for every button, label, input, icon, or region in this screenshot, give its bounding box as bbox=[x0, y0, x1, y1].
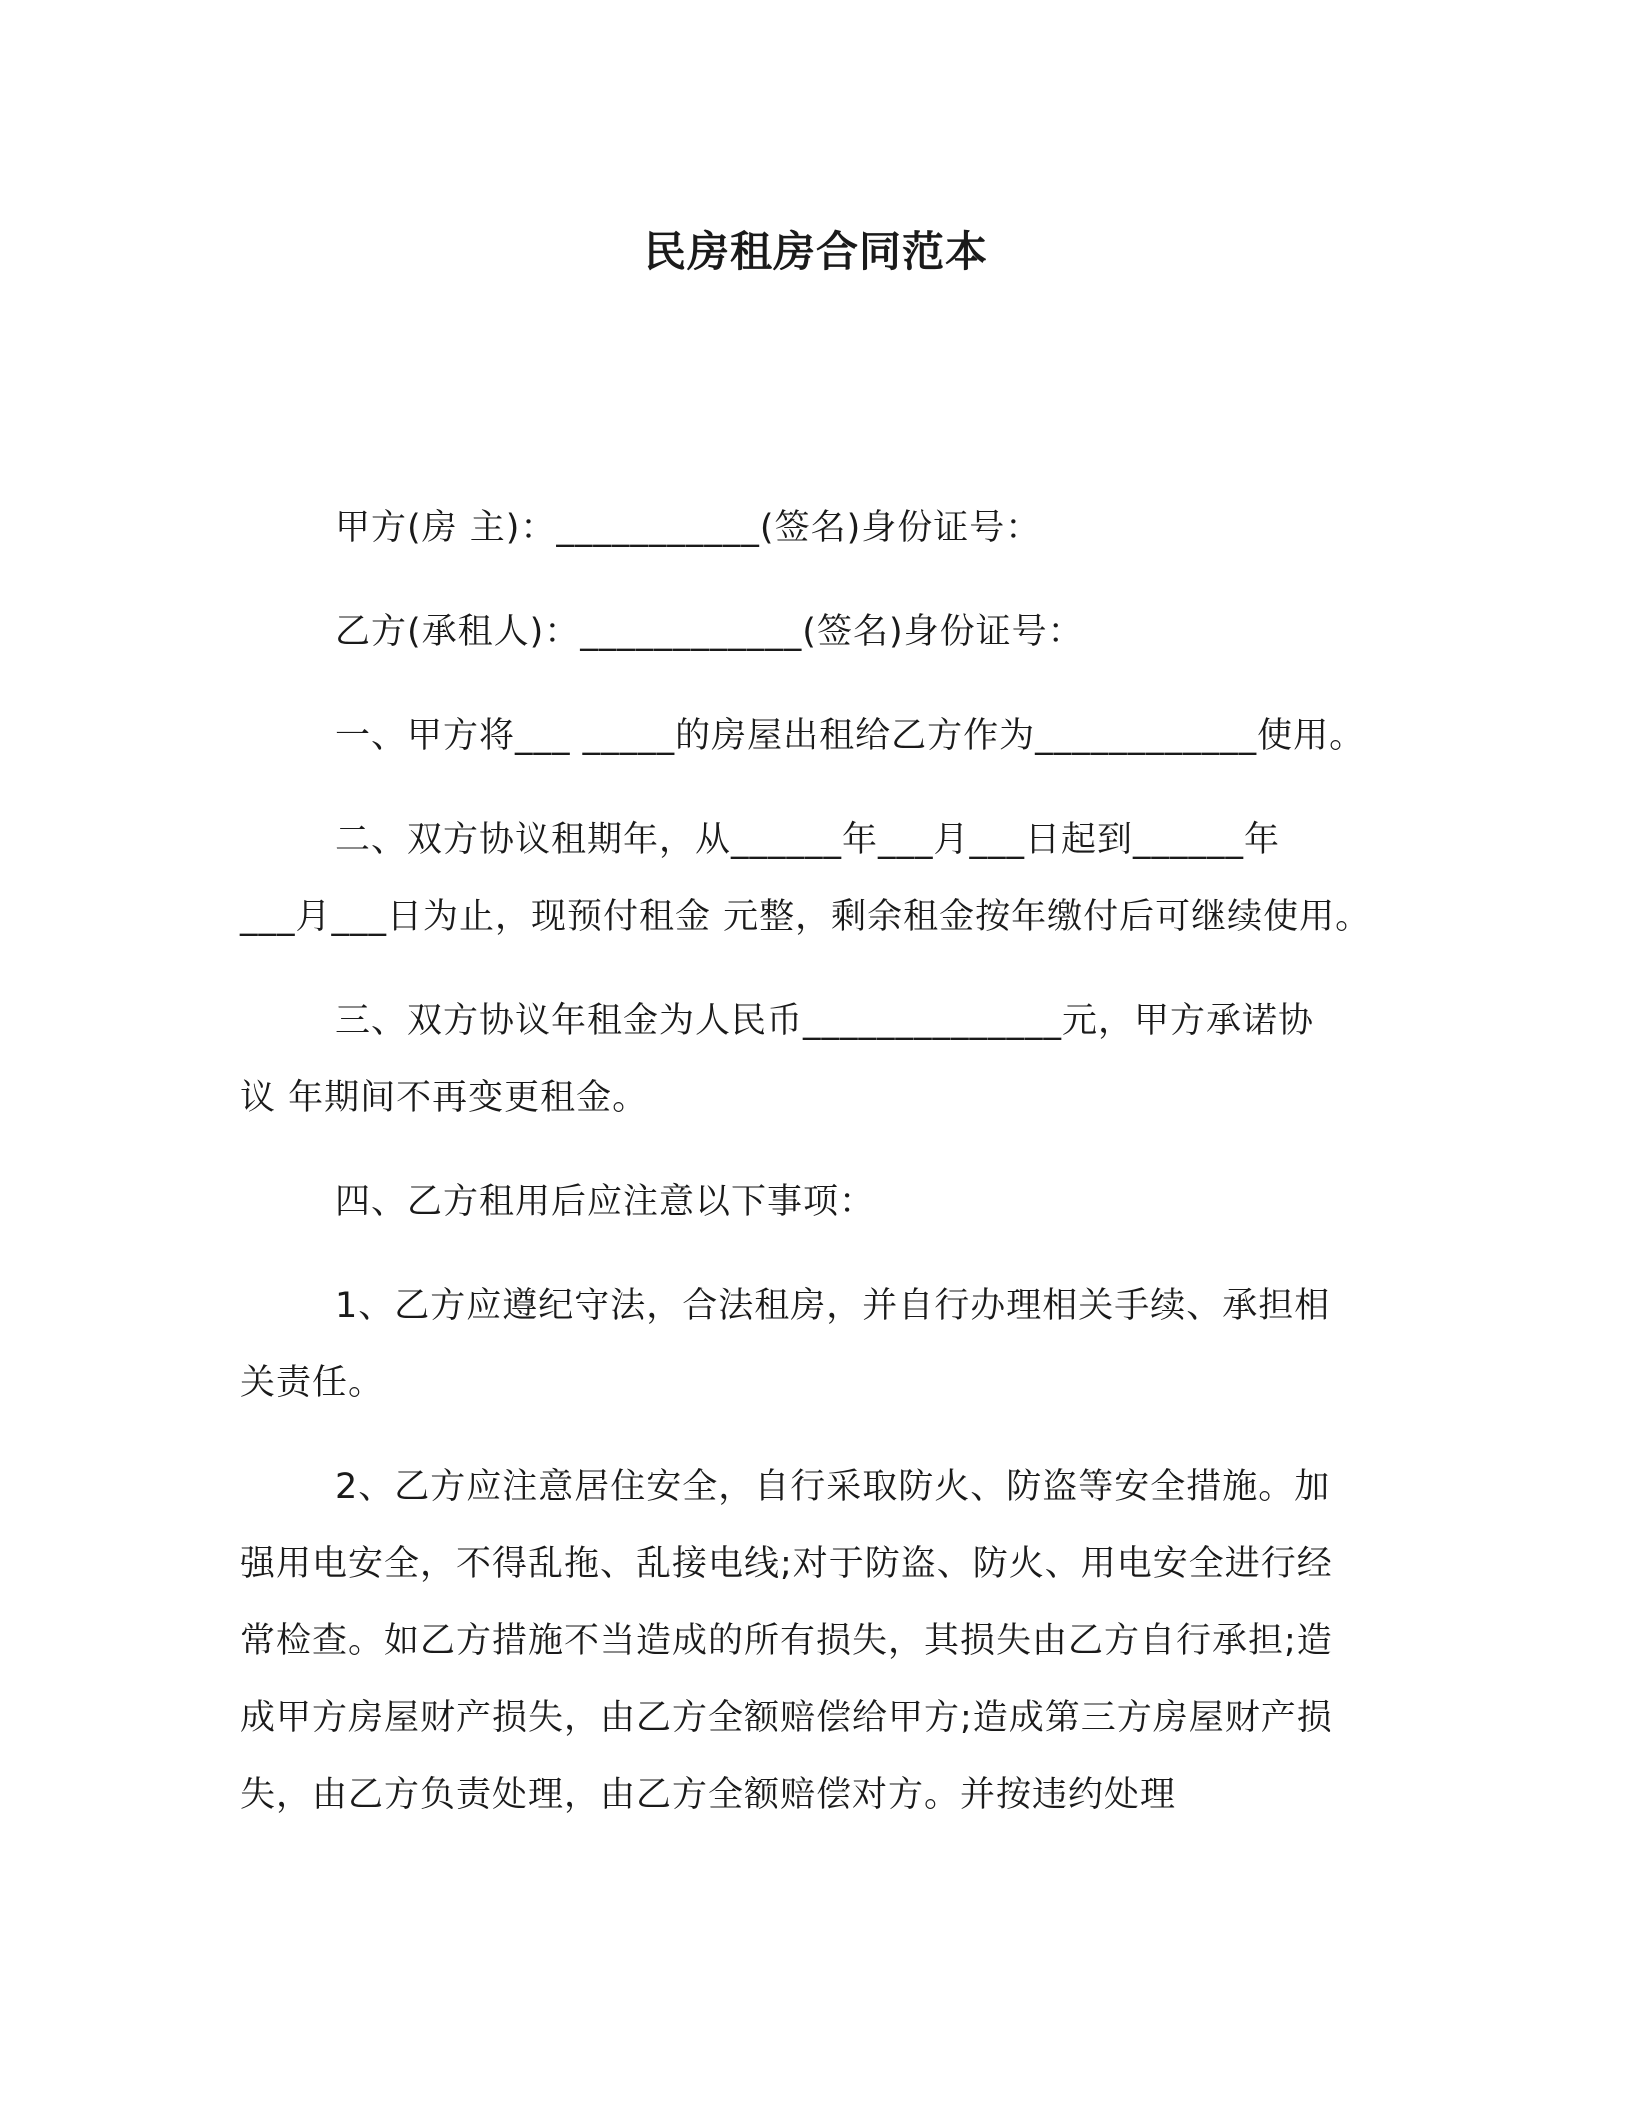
paragraph-line: 议 年期间不再变更租金。 bbox=[240, 1078, 649, 1118]
paragraph-line: 2、乙方应注意居住安全，自行采取防火、防盗等安全措施。加 bbox=[335, 1467, 1331, 1507]
paragraph-clause-3 bbox=[240, 983, 1390, 1137]
document-title: 民房租房合同范本 bbox=[643, 227, 988, 276]
paragraph-line: ___月___日为止，现预付租金 元整，剩余租金按年缴付后可继续使用。 bbox=[240, 897, 1372, 937]
paragraph-line: 二、双方协议租期年，从______年___月___日起到______年 bbox=[335, 820, 1281, 860]
paragraph-line: 四、乙方租用后应注意以下事项： bbox=[335, 1182, 876, 1222]
paragraph-line: 乙方(承租人)：____________(签名)身份证号： bbox=[335, 612, 1084, 652]
paragraph-clause-2 bbox=[240, 802, 1390, 956]
paragraph-line: 一、甲方将___ _____的房屋出租给乙方作为____________使用。 bbox=[335, 716, 1366, 756]
paragraph-line: 关责任。 bbox=[240, 1363, 385, 1403]
paragraph-party-b bbox=[240, 594, 1390, 671]
paragraph-line: 强用电安全，不得乱拖、乱接电线;对于防盗、防火、用电安全进行经 bbox=[240, 1544, 1333, 1584]
paragraph-line: 失，由乙方负责处理，由乙方全额赔偿对方。并按违约处理 bbox=[240, 1775, 1177, 1815]
paragraph-item-2 bbox=[240, 1449, 1390, 1834]
paragraph-item-1 bbox=[240, 1268, 1390, 1422]
paragraph-clause-1 bbox=[240, 698, 1390, 775]
paragraph-line: 1、乙方应遵纪守法，合法租房，并自行办理相关手续、承担相 bbox=[335, 1286, 1331, 1326]
paragraph-clause-4 bbox=[240, 1164, 1390, 1241]
paragraph-party-a bbox=[240, 490, 1390, 567]
document-body bbox=[240, 490, 1390, 1861]
paragraph-line: 成甲方房屋财产损失，由乙方全额赔偿给甲方;造成第三方房屋财产损 bbox=[240, 1698, 1333, 1738]
paragraph-line: 常检查。如乙方措施不当造成的所有损失，其损失由乙方自行承担;造 bbox=[240, 1621, 1333, 1661]
paragraph-line: 甲方(房 主)：___________(签名)身份证号： bbox=[335, 508, 1042, 548]
paragraph-line: 三、双方协议年租金为人民币______________元，甲方承诺协 bbox=[335, 1001, 1315, 1041]
